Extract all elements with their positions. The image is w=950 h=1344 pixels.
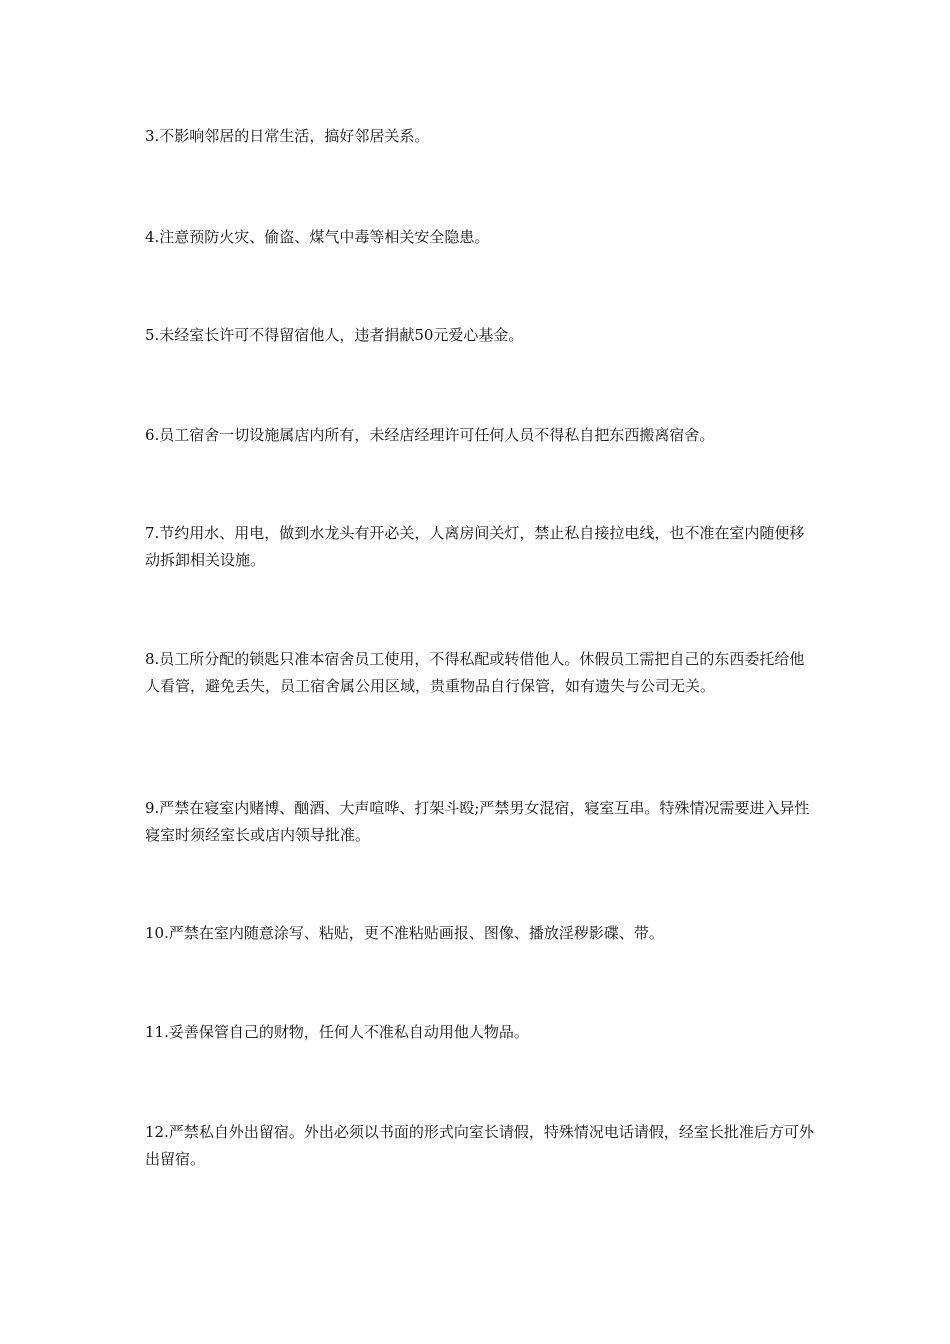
- rule-6: 6.员工宿舍一切设施属店内所有，未经店经理许可任何人员不得私自把东西搬离宿舍。: [145, 426, 715, 444]
- rule-9: 9.严禁在寝室内赌博、酗酒、大声喧哗、打架斗殴;严禁男女混宿，寝室互串。特殊情况需要进入异性寝室时须经室长或店内领导批准。: [145, 799, 810, 844]
- rule-7: 7.节约用水、用电，做到水龙头有开必关，人离房间关灯，禁止私自接拉电线，也不准在室内随便移动拆卸相关设施。: [145, 524, 805, 569]
- rule-3: 3.不影响邻居的日常生活，搞好邻居关系。: [145, 127, 430, 145]
- rule-8: 8.员工所分配的锁匙只准本宿舍员工使用，不得私配或转借他人。休假员工需把自己的东西委托给他人看管，避免丢失，员工宿舍属公用区域，贵重物品自行保管，如有遗失与公司无关。: [145, 650, 805, 695]
- rule-5: 5.未经室长许可不得留宿他人，违者捐献50元爱心基金。: [145, 326, 524, 344]
- rule-10: 10.严禁在室内随意涂写、粘贴，更不准粘贴画报、图像、播放淫秽影碟、带。: [145, 924, 664, 942]
- rule-11: 11.妥善保管自己的财物，任何人不准私自动用他人物品。: [145, 1023, 529, 1041]
- rule-12: 12.严禁私自外出留宿。外出必须以书面的形式向室长请假，特殊情况电话请假，经室长批准后方可外出留宿。: [145, 1123, 814, 1168]
- rule-4: 4.注意预防火灾、偷盗、煤气中毒等相关安全隐患。: [145, 228, 490, 246]
